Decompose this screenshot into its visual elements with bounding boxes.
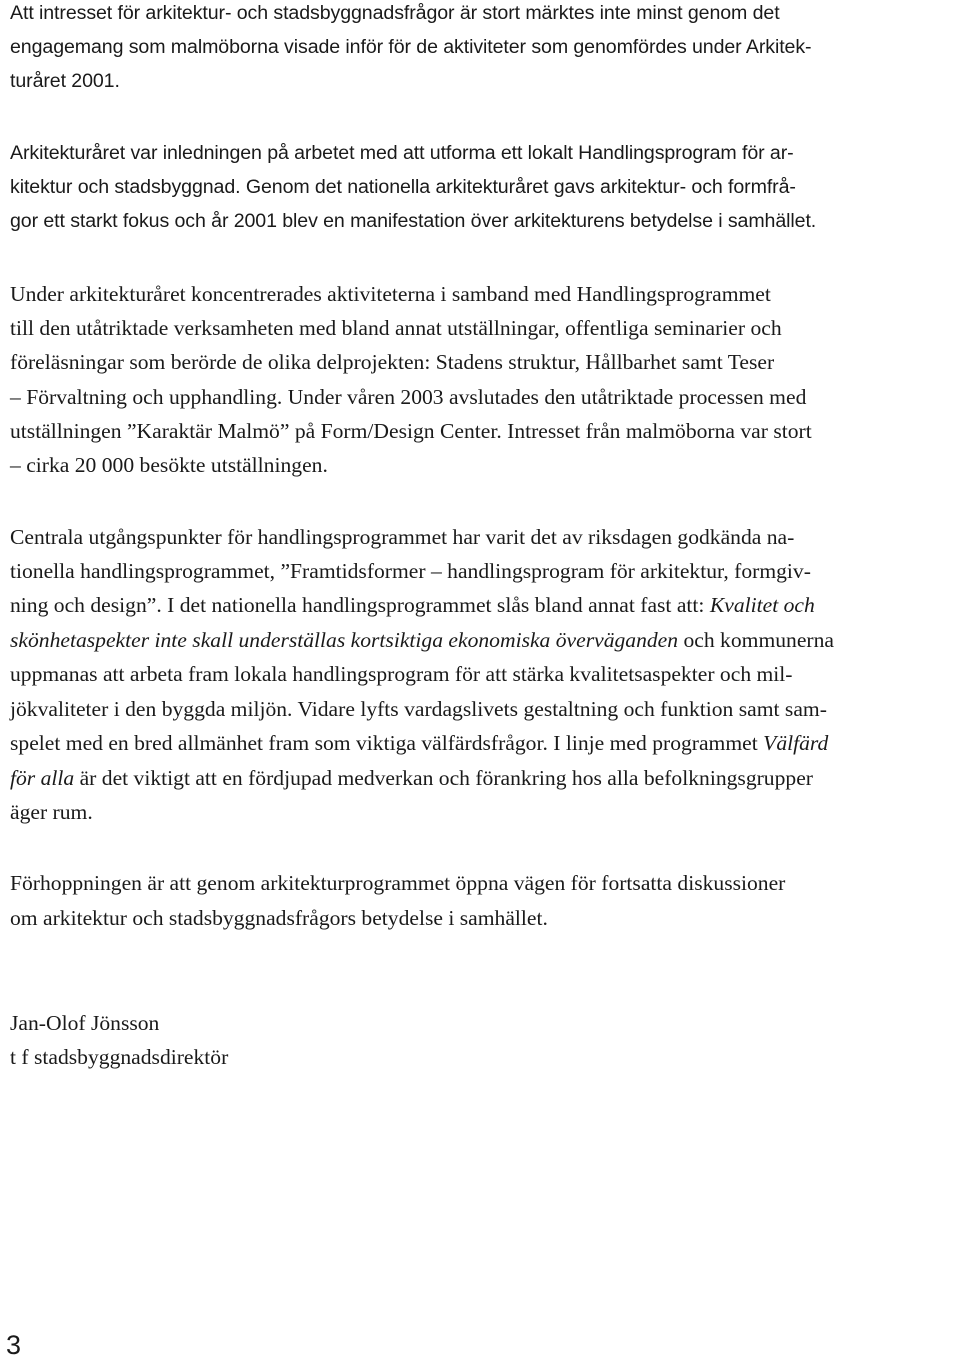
signature-name: Jan-Olof Jönsson bbox=[10, 1011, 160, 1035]
paragraph-line: – Förvaltning och upphandling. Under våren 2003 avslutades den utåtriktade processen med bbox=[10, 385, 807, 409]
text-run: spelet med en bred allmänhet fram som viktiga välfärdsfrågor. I linje med programmet bbox=[10, 731, 764, 755]
paragraph-line: Förhoppningen är att genom arkitekturprogrammet öppna vägen för fortsatta diskussioner bbox=[10, 871, 786, 895]
paragraph-line: uppmanas att arbeta fram lokala handlingsprogram för att stärka kvalitetsaspekter och mil- bbox=[10, 662, 793, 686]
paragraph-line bbox=[10, 761, 813, 795]
paragraph-line: kitektur och stadsbyggnad. Genom det nationella arkitekturåret gavs arkitektur- och formfrå- bbox=[10, 176, 796, 198]
paragraph-line bbox=[10, 726, 828, 760]
paragraph-line: till den utåtriktade verksamheten med bland annat utställningar, offentliga seminarier och bbox=[10, 316, 782, 340]
paragraph-line bbox=[10, 623, 834, 657]
signature-title: t f stadsbyggnadsdirektör bbox=[10, 1045, 229, 1069]
paragraph-line: Att intresset för arkitektur- och stadsbyggnadsfrågor är stort märktes inte minst genom det bbox=[10, 2, 780, 24]
paragraph-line: äger rum. bbox=[10, 800, 93, 824]
paragraph-line: föreläsningar som berörde de olika delprojekten: Stadens struktur, Hållbarhet samt Teser bbox=[10, 350, 775, 374]
paragraph-line bbox=[10, 588, 815, 622]
paragraph-line: engagemang som malmöborna visade inför för de aktiviteter som genomfördes under Arkitek- bbox=[10, 36, 812, 58]
paragraph-line: Arkitekturåret var inledningen på arbetet med att utforma ett lokalt Handlingsprogram för ar- bbox=[10, 142, 794, 164]
paragraph-line: utställningen ”Karaktär Malmö” på Form/Design Center. Intresset från malmöborna var stort bbox=[10, 419, 812, 443]
italic-quote: Kvalitet och bbox=[709, 593, 815, 617]
italic-program-title: Välfärd bbox=[763, 731, 829, 755]
page-number: 3 bbox=[6, 1330, 22, 1360]
italic-quote: skönhetaspekter inte skall underställas kortsiktiga ekonomiska överväganden bbox=[10, 628, 679, 652]
paragraph-line: Centrala utgångspunkter för handlingsprogrammet har varit det av riksdagen godkända na- bbox=[10, 525, 795, 549]
paragraph-line: – cirka 20 000 besökte utställningen. bbox=[10, 453, 328, 477]
italic-program-title: för alla bbox=[10, 766, 75, 790]
paragraph-line: jökvaliteter i den byggda miljön. Vidare lyfts vardagslivets gestaltning och funktion samt sam- bbox=[10, 697, 827, 721]
paragraph-line: Under arkitekturåret koncentrerades aktiviteterna i samband med Handlingsprogrammet bbox=[10, 282, 771, 306]
text-run: och kommunerna bbox=[678, 628, 834, 652]
paragraph-line: om arkitektur och stadsbyggnadsfrågors betydelse i samhället. bbox=[10, 906, 548, 930]
paragraph-line: turåret 2001. bbox=[10, 70, 120, 92]
text-run: är det viktigt att en fördjupad medverkan och förankring hos alla befolkningsgrupper bbox=[74, 766, 813, 790]
text-run: ning och design”. I det nationella handlingsprogrammet slås bland annat fast att: bbox=[10, 593, 710, 617]
paragraph-line: tionella handlingsprogrammet, ”Framtidsformer – handlingsprogram för arkitektur, formgiv- bbox=[10, 559, 811, 583]
paragraph-line: gor ett starkt fokus och år 2001 blev en manifestation över arkitekturens betydelse i samhället. bbox=[10, 210, 817, 232]
